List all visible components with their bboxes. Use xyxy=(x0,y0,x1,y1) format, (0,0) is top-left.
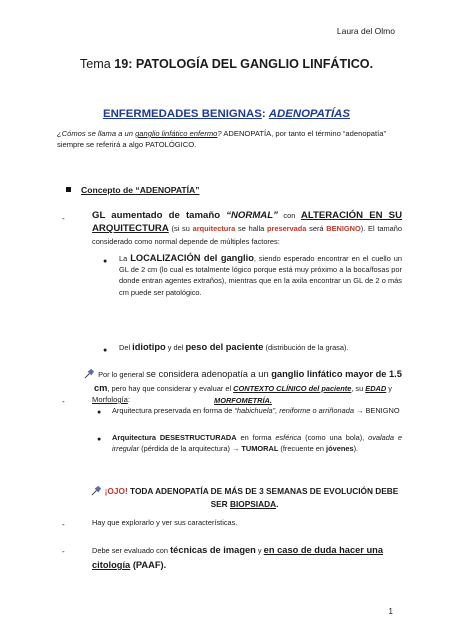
intro-q2: ganglio linfático enfermo xyxy=(135,129,218,138)
concept-heading xyxy=(66,185,200,195)
idio-b: idiotipo xyxy=(132,342,166,352)
def-i: será xyxy=(306,224,327,233)
def-a: GL aumentado de tamaño xyxy=(92,210,227,221)
section-subtitle xyxy=(0,108,453,120)
bullet-dot-icon: ● xyxy=(103,258,108,265)
warning-b: TODA ADENOPATÍA DE MÁS DE 3 SEMANAS DE EVOLUCIÓN DEBE SER xyxy=(127,486,399,509)
morph-b1a: Arquitectura preservada en forma de xyxy=(112,406,235,415)
intro-q1: ¿Cómos se llama a un xyxy=(57,129,136,138)
warning-a: ¡OJO! xyxy=(104,486,128,496)
warning-note xyxy=(82,485,407,511)
item2-d: en caso de duda hacer una citología xyxy=(92,545,384,570)
general-i: MORFOMETRÍA. xyxy=(214,396,272,405)
morph-colon: : xyxy=(127,395,131,404)
title-prefix: Tema xyxy=(79,57,115,71)
list-item-2 xyxy=(92,543,402,573)
def-c: con xyxy=(277,211,301,220)
definition-paragraph xyxy=(92,209,402,248)
morphology-label xyxy=(92,395,402,404)
bullet-dot-icon: ● xyxy=(97,436,102,443)
item2-b: técnicas de imagen xyxy=(170,545,256,555)
subtitle-sep: : xyxy=(261,108,269,120)
morph-b2e: ovalada e irregular xyxy=(112,433,402,454)
def-h: preservada xyxy=(266,224,307,233)
idiotype-item xyxy=(119,342,402,353)
warning-c: BIOPSIADA xyxy=(229,499,277,509)
dash-bullet-icon: - xyxy=(62,397,65,406)
subtitle-part2: ADENOPATÍAS xyxy=(268,108,351,120)
item2-c: y xyxy=(255,546,264,555)
def-e: (si su xyxy=(168,224,193,233)
idio-a: Del xyxy=(119,343,133,352)
general-a: Por lo general xyxy=(98,370,147,379)
morph-b2j: ). xyxy=(353,444,359,454)
bullet-dot-icon: ● xyxy=(103,347,108,354)
general-c: ganglio linfático mayor de 1.5 cm xyxy=(94,369,402,393)
pin-icon xyxy=(84,368,95,379)
morph-tumoral-item xyxy=(112,432,402,454)
def-k: ). El tamaño considerado como normal depende de múltiples factores: xyxy=(92,224,402,246)
general-e: CONTEXTO CLÍNICO del paciente xyxy=(233,383,352,393)
general-g: EDAD xyxy=(365,383,387,393)
morph-label: Morfología xyxy=(92,395,128,404)
morph-b2g: TUMORAL xyxy=(241,444,279,454)
intro-paragraph xyxy=(57,129,403,150)
idio-c: y del xyxy=(165,343,186,352)
idio-d: peso del paciente xyxy=(185,342,264,352)
title-bold: 19: PATOLOGÍA DEL GANGLIO LINFÁTICO. xyxy=(114,57,374,71)
dash-bullet-icon: - xyxy=(62,520,65,529)
loc-c: , siendo esperado encontrar en el cuello un GL de 2 cm (lo cual es totalmente lógico porque está muy próximo a la boca/fosas por donde entran agentes extraños), mientras que en la axila encontrar un GL de 2 o más cm puede ser patológico. xyxy=(119,254,402,297)
def-d: ALTERACIÓN EN SU ARQUITECTURA xyxy=(92,210,403,234)
general-d: , pero hay que considerar y evaluar el xyxy=(107,383,234,393)
localization-item xyxy=(119,253,402,298)
bullet-dot-icon: ● xyxy=(97,409,102,416)
item2-e: (PAAF). xyxy=(130,560,167,570)
subtitle-part1: ENFERMEDADES BENIGNAS xyxy=(102,108,262,120)
def-f: arquitectura xyxy=(192,224,236,233)
general-b: se considera adenopatía a un xyxy=(146,369,272,379)
square-bullet-icon xyxy=(66,187,71,192)
def-j: BENIGNO xyxy=(326,224,361,233)
def-b: “NORMAL” xyxy=(226,210,278,221)
general-f: , su xyxy=(351,383,366,393)
morph-b2a: Arquitectura DESESTRUCTURADA xyxy=(112,433,237,442)
morph-b2c: esférica xyxy=(275,433,302,442)
warning-d: . xyxy=(276,499,279,509)
morph-b2f: (pérdida de la arquitectura) → xyxy=(139,444,242,454)
intro-rest: ADENOPATÍA, por tanto el término “adenopatía” siempre se referirá a algo PATOLÓGICO. xyxy=(57,129,386,149)
def-g: se halla xyxy=(235,224,267,233)
general-h: y xyxy=(386,383,392,393)
loc-a: La xyxy=(119,254,131,263)
morph-b2h: (frecuente en xyxy=(278,444,327,454)
concept-heading-text: Concepto de “ADENOPATÍA” xyxy=(81,185,200,195)
dash-bullet-icon: - xyxy=(62,547,65,556)
dash-bullet-icon: - xyxy=(62,214,65,223)
list-item-1: Hay que explorarlo y ver sus características. xyxy=(92,518,238,527)
pin-icon xyxy=(91,485,102,496)
page-number: 1 xyxy=(388,607,393,616)
morph-benign-item xyxy=(112,405,402,416)
loc-b: LOCALIZACIÓN del ganglio xyxy=(130,253,254,263)
header-author: Laura del Olmo xyxy=(336,26,395,36)
morph-b1b: “habichuela”, reniforme o arriñonada xyxy=(234,406,354,415)
morph-b2d: (como una bola), xyxy=(301,433,369,442)
idio-e: (distribución de la grasa). xyxy=(263,343,349,352)
morph-b2i: jóvenes xyxy=(326,444,354,454)
morph-b2b: en forma xyxy=(236,433,276,442)
page-title xyxy=(0,57,453,71)
item2-a: Debe ser evaluado con xyxy=(92,546,171,555)
morph-b1c: → BENIGNO xyxy=(353,406,400,415)
intro-q3: ? xyxy=(217,129,222,138)
